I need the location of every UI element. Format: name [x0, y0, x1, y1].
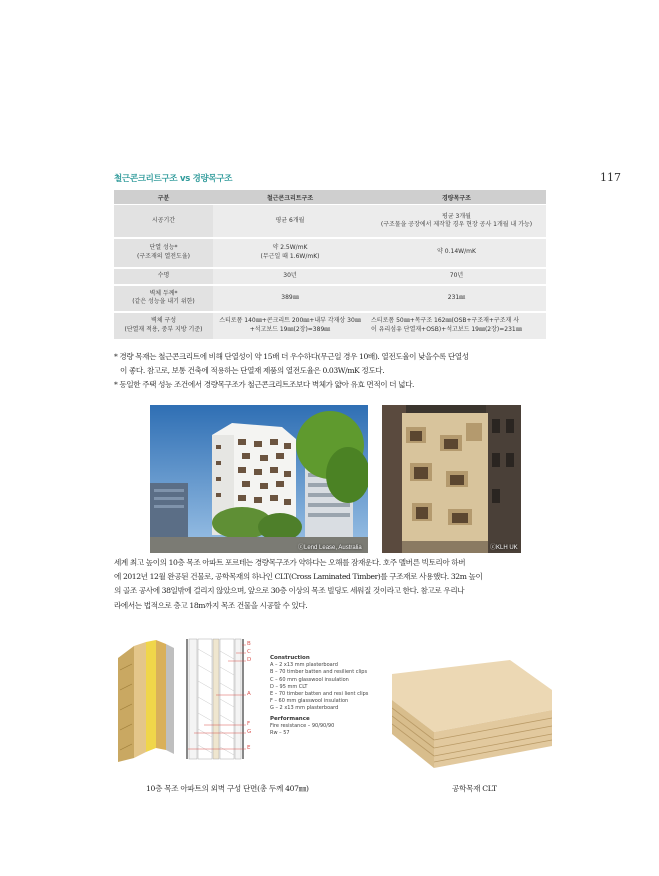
- table-row: [114, 312, 546, 340]
- table-row: [114, 268, 546, 285]
- paragraph-line: 라에서는 법적으로 층고 18m까지 목조 건물을 시공할 수 있다.: [114, 600, 308, 610]
- table-row: [114, 238, 546, 268]
- footnote-line: * 동일한 주택 성능 조건에서 경량목구조가 철근콘크리트조보다 벽체가 얇아 유효 면적이 더 넓다.: [114, 380, 415, 389]
- layer-letter: B: [247, 641, 251, 647]
- table-cell: 벽체 구성 (단열재 적용, 중부 지방 기준): [114, 312, 213, 340]
- footnote-line: * 경량 목재는 철근콘크리트에 비해 단열성이 약 15배 더 우수하다(무근일 경우 10배). 열전도율이 낮을수록 단열성: [114, 352, 469, 361]
- construction-legend: [270, 655, 400, 737]
- table-header: 구분: [114, 190, 213, 205]
- construction-item: C – 60 mm glasswool insulation: [270, 676, 349, 683]
- table-cell: 약 2.5W/mK (무근일 때 1.6W/mK): [213, 238, 367, 268]
- performance-item: Rw – 57: [270, 730, 290, 737]
- section-title: 철근콘크리트구조 vs 경량목구조: [114, 174, 233, 184]
- table-cell: 평균 3개월 (구조물을 공장에서 제작할 경우 현장 공사 1개월 내 가능): [367, 205, 546, 238]
- layer-letter: C: [247, 649, 251, 655]
- construction-item: F – 60 mm glasswool insulation: [270, 698, 349, 705]
- footnotes: [114, 350, 554, 392]
- construction-item: B – 70 timber batten and resilient clips: [270, 669, 368, 676]
- photo-credit: ⓒKLH UK: [490, 545, 518, 551]
- wall-3d-illustration: [112, 640, 178, 764]
- figure-caption-right: 공학목재 CLT: [452, 784, 497, 793]
- wall-section-diagram: [180, 637, 256, 765]
- layer-letter: A: [247, 691, 251, 697]
- construction-item: E – 70 timber batten and resi lient clips: [270, 691, 369, 698]
- table-cell: 벽체 두께* (같은 성능을 내기 위한): [114, 285, 213, 312]
- paragraph-line: 의 골조 공사에 38일밖에 걸리지 않았으며, 앞으로 30층 이상의 목조 빌딩도 세워질 것이라고 한다. 참고로 우리나: [114, 586, 465, 596]
- clt-building-photo: [382, 405, 521, 553]
- layer-letter: D: [247, 657, 252, 663]
- comparison-table: [114, 190, 546, 341]
- table-cell: 70년: [367, 268, 546, 285]
- table-cell: 스티로폼 140㎜+콘크리트 200㎜+내부 각재상 30㎜ +석고보드 19㎜(2장)=389㎜: [213, 312, 367, 340]
- table-cell: 평균 6개월: [213, 205, 367, 238]
- table-cell: 수명: [114, 268, 213, 285]
- clt-panel-photo: [392, 660, 552, 768]
- table-row: [114, 205, 546, 238]
- photo-credit: ⓒLend Lease, Australia: [298, 545, 362, 551]
- layer-letter: E: [247, 745, 251, 751]
- table-header: 경량목구조: [367, 190, 546, 205]
- table-cell: 스티로폼 50㎜+목구조 162㎜(OSB+구조재+구조재 사 이 유리섬유 단열재+OSB)+석고보드 19㎜(2장)=231㎜: [367, 312, 546, 340]
- clt-building-illustration: [382, 405, 521, 553]
- paragraph-line: 세계 최고 높이의 10층 목조 아파트 포르테는 경량목구조가 약하다는 오해를 잠재운다. 호주 멜버른 빅토리아 하버: [114, 558, 466, 567]
- table-cell: 약 0.14W/mK: [367, 238, 546, 268]
- page-number: 117: [600, 171, 621, 184]
- construction-item: G – 2 x13 mm plasterboard: [270, 705, 339, 712]
- footnote-line: 이 좋다. 참고로, 보통 건축에 적용하는 단열재 제품의 열전도율은 0.03W/mK 정도다.: [120, 366, 385, 375]
- table-cell: 30년: [213, 268, 367, 285]
- table-cell: 231㎜: [367, 285, 546, 312]
- body-paragraph: [114, 556, 554, 613]
- construction-title: Construction: [270, 655, 310, 661]
- figure-caption-left: 10층 목조 아파트의 외벽 구성 단면(총 두께 407㎜): [146, 784, 309, 793]
- construction-item: A – 2 x13 mm plasterboard: [270, 662, 338, 669]
- performance-title: Performance: [270, 715, 310, 722]
- table-header-row: [114, 190, 546, 205]
- performance-item: Fire resistance – 90/90/90: [270, 722, 335, 729]
- table-row: [114, 285, 546, 312]
- forte-building-illustration: [150, 405, 368, 553]
- paragraph-line: 에 2012년 12월 완공된 건물로, 공학목재의 하나인 CLT(Cross Laminated Timber)를 구조재로 사용했다. 32m 높이: [114, 572, 483, 582]
- forte-building-photo: [150, 405, 368, 553]
- layer-letter: F: [247, 721, 251, 727]
- table-cell: 단열 성능* (구조재의 열전도율): [114, 238, 213, 268]
- construction-item: D – 95 mm CLT: [270, 683, 308, 690]
- table-cell: 시공기간: [114, 205, 213, 238]
- table-cell: 389㎜: [213, 285, 367, 312]
- layer-letter: G: [247, 729, 252, 735]
- table-header: 철근콘크리트구조: [213, 190, 367, 205]
